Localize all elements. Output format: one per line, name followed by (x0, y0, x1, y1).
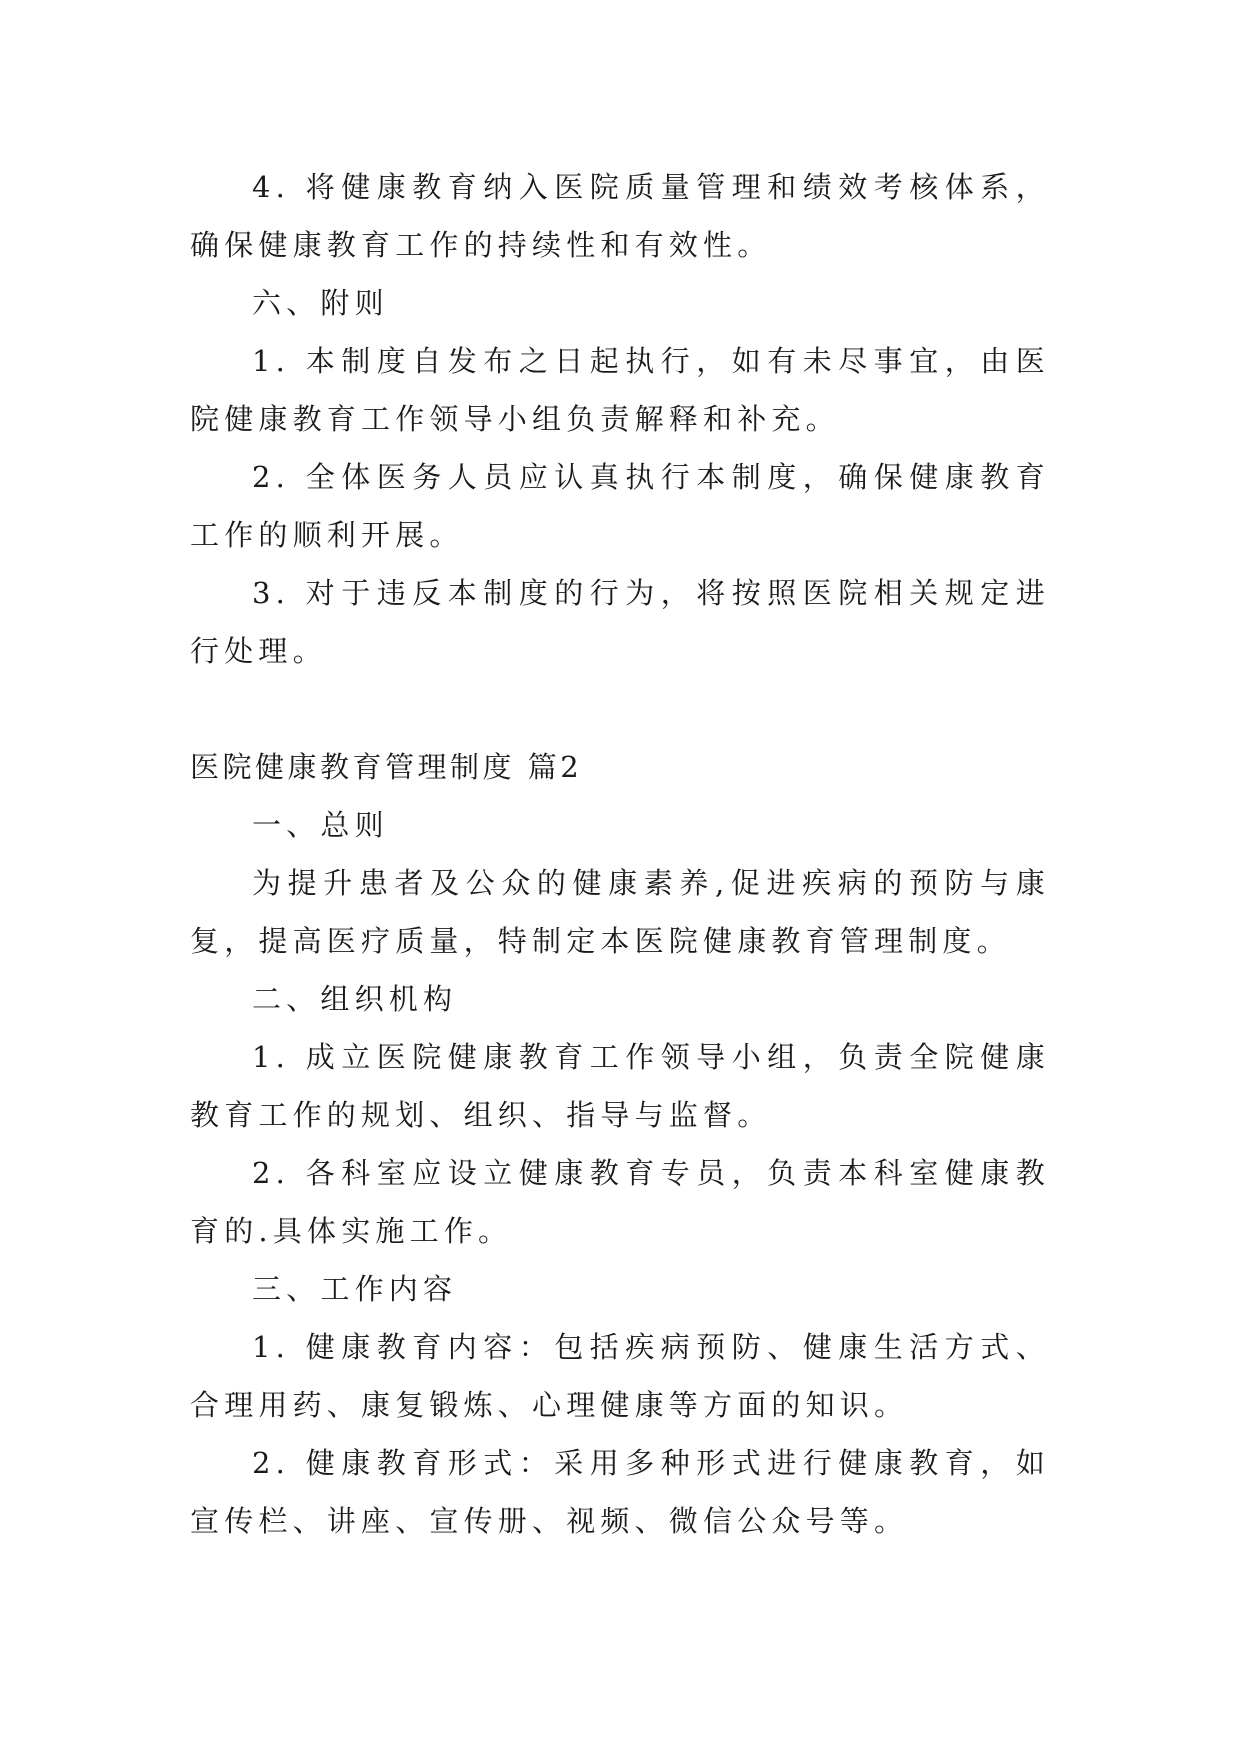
document-body (190, 158, 1050, 1550)
heading-appendix: 六、附则 (252, 286, 389, 320)
paragraph-organization-2: 2. 各科室应设立健康教育专员，负责本科室健康教育的.具体实施工作。 (190, 1156, 1050, 1248)
heading-organization: 二、组织机构 (252, 982, 458, 1016)
heading-general-principles: 一、总则 (252, 808, 389, 842)
section-gap (190, 680, 1050, 738)
paragraph-work-content-2: 2. 健康教育形式：采用多种形式进行健康教育，如宣传栏、讲座、宣传册、视频、微信公众号等。 (190, 1446, 1050, 1538)
document-title-part-2: 医院健康教育管理制度 篇2 (190, 750, 583, 784)
paragraph-organization-1: 1. 成立医院健康教育工作领导小组，负责全院健康教育工作的规划、组织、指导与监督。 (190, 1040, 1050, 1132)
paragraph-appendix-3: 3. 对于违反本制度的行为，将按照医院相关规定进行处理。 (190, 576, 1050, 668)
paragraph-work-content-1: 1. 健康教育内容：包括疾病预防、健康生活方式、合理用药、康复锻炼、心理健康等方面的知识。 (190, 1330, 1050, 1422)
paragraph-appendix-1: 1. 本制度自发布之日起执行，如有未尽事宜，由医院健康教育工作领导小组负责解释和补充。 (190, 344, 1050, 436)
paragraph-appendix-2: 2. 全体医务人员应认真执行本制度，确保健康教育工作的顺利开展。 (190, 460, 1050, 552)
paragraph-general-principles: 为提升患者及公众的健康素养,促进疾病的预防与康复，提高医疗质量，特制定本医院健康教育管理制度。 (190, 866, 1050, 958)
heading-work-content: 三、工作内容 (252, 1272, 458, 1306)
paragraph-item-4-quality-management: 4. 将健康教育纳入医院质量管理和绩效考核体系，确保健康教育工作的持续性和有效性。 (190, 170, 1050, 262)
